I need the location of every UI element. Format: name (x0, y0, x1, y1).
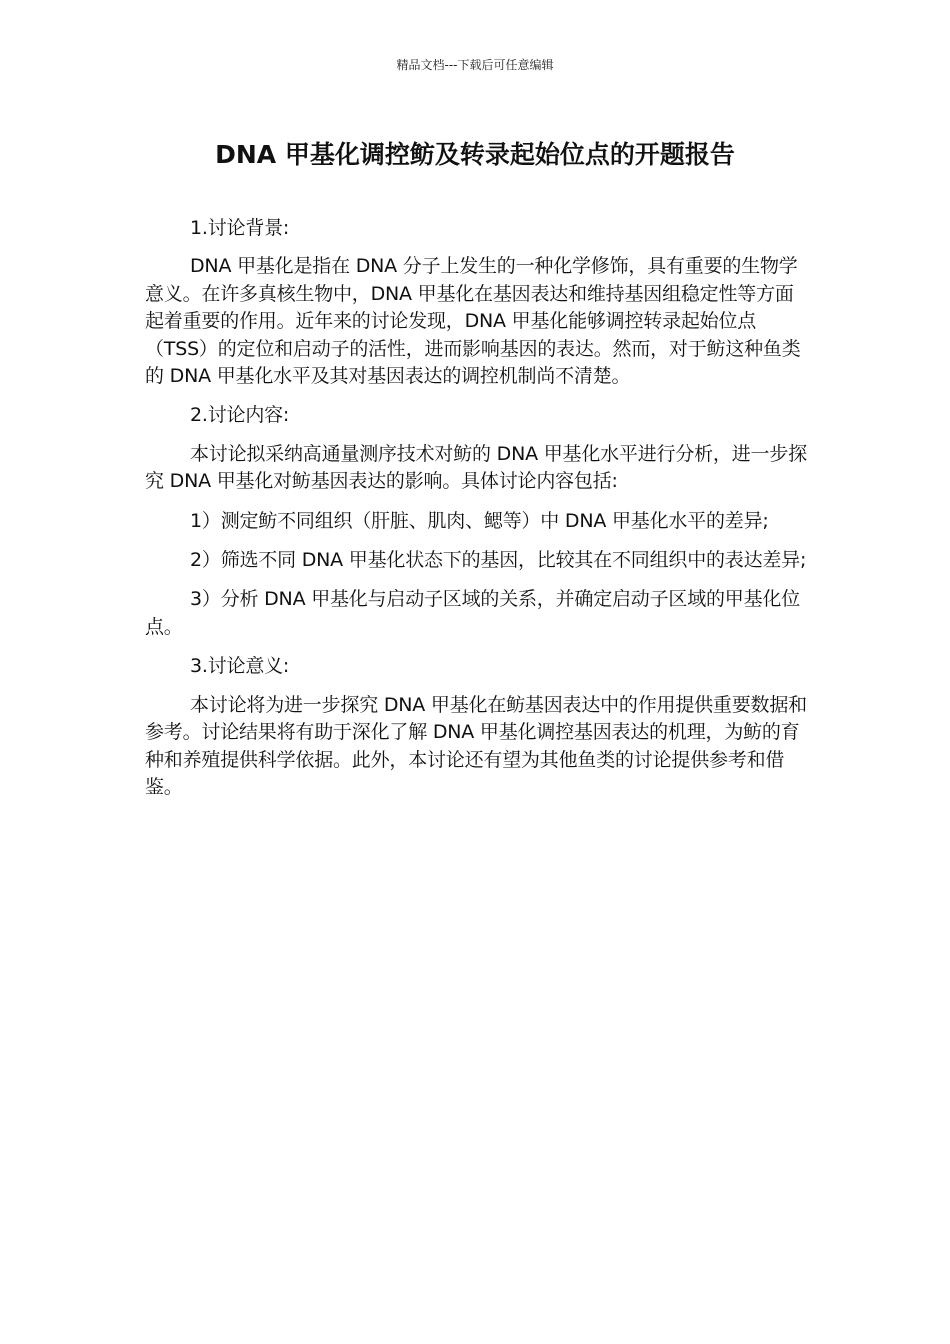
section-heading-content: 2.讨论内容: (190, 404, 290, 427)
list-item-content-3: 3）分析 DNA 甲基化与启动子区域的关系，并确定启动子区域的甲基化位点。 (145, 588, 801, 638)
section-heading-background: 1.讨论背景: (190, 217, 290, 239)
document-title: DNA 甲基化调控鲂及转录起始位点的开题报告 (215, 140, 735, 169)
paragraph-significance: 本讨论将为进一步探究 DNA 甲基化在鲂基因表达中的作用提供重要数据和参考。讨论结果将有助于深化了解 DNA 甲基化调控基因表达的机理，为鲂的育种和养殖提供科学依据。此外，本讨论还有望为其他鱼类的讨论提供参考和借鉴。 (145, 693, 807, 798)
paragraph-background: DNA 甲基化是指在 DNA 分子上发生的一种化学修饰，具有重要的生物学意义。在许多真核生物中，DNA 甲基化在基因表达和维持基因组稳定性等方面起着重要的作用。近年来的讨论发现，DNA 甲基化能够调控转录起始位点（TSS）的定位和启动子的活性，进而影响基因的表达。然而，对于鲂这种鱼类的 DNA 甲基化水平及其对基因表达的调控机制尚不清楚。 (145, 255, 801, 388)
paragraph-content-intro: 本讨论拟采纳高通量测序技术对鲂的 DNA 甲基化水平进行分析，进一步探究 DNA 甲基化对鲂基因表达的影响。具体讨论内容包括: (145, 442, 807, 493)
list-item-content-2: 2）筛选不同 DNA 甲基化状态下的基因，比较其在不同组织中的表达差异; (190, 549, 807, 572)
section-heading-significance: 3.讨论意义: (190, 655, 290, 678)
list-item-content-1: 1）测定鲂不同组织（肝脏、肌肉、鳃等）中 DNA 甲基化水平的差异; (190, 509, 769, 532)
document-body (145, 215, 810, 813)
header-note: 精品文档---下载后可任意编辑 (396, 58, 554, 72)
